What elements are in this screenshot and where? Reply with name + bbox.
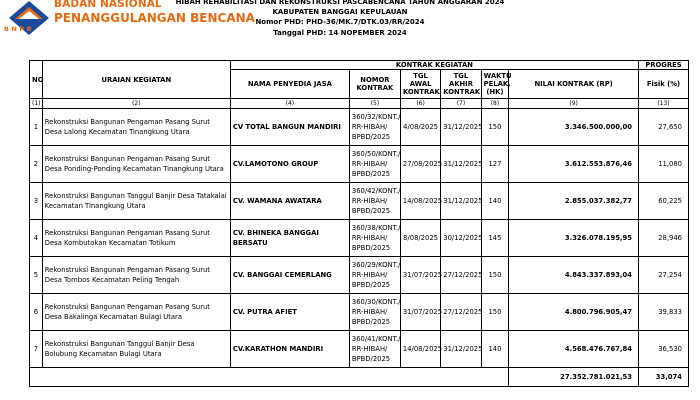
cell-tgl-awal: 31/07/2025 xyxy=(400,257,440,294)
table-row xyxy=(30,257,689,294)
cell-nomor: 360/38/KONT./ RR-HIBAH/ BPBD/2025 xyxy=(349,220,400,257)
cell-fisik: 36,530 xyxy=(638,331,688,368)
table-row xyxy=(30,183,689,220)
cell-tgl-awal: 4/08/2025 xyxy=(400,109,440,146)
cell-penyedia: CV. BANGGAI CEMERLANG xyxy=(230,257,349,294)
col-header-no: NO xyxy=(30,61,43,99)
doc-region: KABUPATEN BANGGAI KEPULAUAN xyxy=(272,8,408,16)
cell-no: 5 xyxy=(30,257,43,294)
cell-fisik: 28,946 xyxy=(638,220,688,257)
col-number: (2) xyxy=(42,99,230,109)
cell-tgl-akhir: 31/12/2025 xyxy=(441,146,481,183)
cell-penyedia: CV.LAMOTONO GROUP xyxy=(230,146,349,183)
doc-phd-number: Nomor PHD: PHD-36/MK.7/DTK.03/RR/2024 xyxy=(255,18,425,26)
cell-nilai: 4.800.796.905,47 xyxy=(509,294,639,331)
cell-tgl-awal: 31/07/2025 xyxy=(400,294,440,331)
cell-no: 2 xyxy=(30,146,43,183)
cell-fisik: 60,225 xyxy=(638,183,688,220)
table-row xyxy=(30,109,689,146)
org-name-line1: BADAN NASIONAL xyxy=(54,0,162,10)
cell-fisik: 27,254 xyxy=(638,257,688,294)
cell-uraian: Rekonstruksi Bangunan Pengaman Pasang Surut Desa Kombutokan Kecamatan Totikum xyxy=(42,220,230,257)
col-header-penyedia: NAMA PENYEDIA JASA xyxy=(230,70,349,99)
cell-tgl-awal: 14/08/2025 xyxy=(400,331,440,368)
col-number: (4) xyxy=(230,99,349,109)
cell-nilai: 3.346.500.000,00 xyxy=(509,109,639,146)
cell-nomor: 360/29/KONT./ RR-HIBAH/ BPBD/2025 xyxy=(349,257,400,294)
table-row xyxy=(30,294,689,331)
cell-nomor: 360/41/KONT./ RR-HIBAH/ BPBD/2025 xyxy=(349,331,400,368)
org-name-line2: PENANGGULANGAN BENCANA xyxy=(54,11,255,25)
cell-nomor: 360/32/KONT./ RR-HIBAH/ BPBD/2025 xyxy=(349,109,400,146)
col-header-nomor: NOMOR KONTRAK xyxy=(349,70,400,99)
doc-phd-date: Tanggal PHD: 14 NOPEMBER 2024 xyxy=(273,29,407,37)
table-row xyxy=(30,331,689,368)
cell-nilai: 3.326.078.195,95 xyxy=(509,220,639,257)
total-nilai: 27.352.781.021,53 xyxy=(509,368,639,387)
col-number: (6) xyxy=(400,99,440,109)
cell-tgl-akhir: 31/12/2025 xyxy=(441,109,481,146)
cell-uraian: Rekonstruksi Bangunan Pengaman Pasang Surut Desa Lalong Kecamatan Tinangkung Utara xyxy=(42,109,230,146)
cell-uraian: Rekonstruksi Bangunan Tanggul Banjir Desa Tatakalai Kecamatan Tinangkung Utara xyxy=(42,183,230,220)
total-label-cell xyxy=(30,368,509,387)
cell-uraian: Rekonstruksi Bangunan Pengaman Pasang Surut Desa Bakalinga Kecamatan Bulagi Utara xyxy=(42,294,230,331)
cell-waktu: 150 xyxy=(481,294,509,331)
cell-penyedia: CV. BHINEKA BANGGAI BERSATU xyxy=(230,220,349,257)
cell-nomor: 360/50/KONT./ RR-HIBAH/ BPBD/2025 xyxy=(349,146,400,183)
cell-tgl-awal: 27/08/2025 xyxy=(400,146,440,183)
bnpb-abbr: BNPB xyxy=(4,25,35,33)
cell-fisik: 39,833 xyxy=(638,294,688,331)
cell-no: 7 xyxy=(30,331,43,368)
contract-table xyxy=(29,60,689,387)
cell-no: 4 xyxy=(30,220,43,257)
cell-nilai: 4.568.476.767,84 xyxy=(509,331,639,368)
cell-fisik: 27,650 xyxy=(638,109,688,146)
cell-waktu: 150 xyxy=(481,257,509,294)
total-fisik: 33,074 xyxy=(638,368,688,387)
cell-fisik: 11,080 xyxy=(638,146,688,183)
cell-uraian: Rekonstruksi Bangunan Pengaman Pasang Surut Desa Ponding-Ponding Kecamatan Tinangkung Utara xyxy=(42,146,230,183)
cell-penyedia: CV. WAMANA AWATARA xyxy=(230,183,349,220)
cell-tgl-awal: 8/08/2025 xyxy=(400,220,440,257)
col-number: (9) xyxy=(509,99,639,109)
cell-waktu: 140 xyxy=(481,331,509,368)
col-header-waktu: WAKTU PELAK. (HK) xyxy=(481,70,509,99)
cell-nomor: 360/42/KONT./ RR-HIBAH/ BPBD/2025 xyxy=(349,183,400,220)
cell-no: 1 xyxy=(30,109,43,146)
table-row xyxy=(30,146,689,183)
cell-penyedia: CV. PUTRA AFIET xyxy=(230,294,349,331)
cell-nilai: 3.612.553.876,46 xyxy=(509,146,639,183)
cell-tgl-awal: 14/08/2025 xyxy=(400,183,440,220)
doc-title: HIBAH REHABILITASI DAN REKONSTRUKSI PASCABENCANA TAHUN ANGGARAN 2024 xyxy=(175,0,505,6)
cell-nomor: 360/30/KONT./ RR-HIBAH/ BPBD/2025 xyxy=(349,294,400,331)
cell-waktu: 140 xyxy=(481,183,509,220)
col-header-uraian: URAIAN KEGIATAN xyxy=(42,61,230,99)
col-number: (5) xyxy=(349,99,400,109)
cell-no: 3 xyxy=(30,183,43,220)
cell-tgl-akhir: 31/12/2025 xyxy=(441,183,481,220)
cell-uraian: Rekonstruksi Bangunan Tanggul Banjir Desa Bolubung Kecamatan Bulagi Utara xyxy=(42,331,230,368)
cell-nilai: 4.843.337.893,04 xyxy=(509,257,639,294)
col-number: (13) xyxy=(638,99,688,109)
cell-penyedia: CV.KARATHON MANDIRI xyxy=(230,331,349,368)
cell-waktu: 150 xyxy=(481,109,509,146)
col-header-progres: PROGRES xyxy=(638,61,688,70)
cell-no: 6 xyxy=(30,294,43,331)
total-row xyxy=(30,368,689,387)
table-row xyxy=(30,220,689,257)
cell-tgl-akhir: 27/12/2025 xyxy=(441,257,481,294)
col-number: (7) xyxy=(441,99,481,109)
cell-tgl-akhir: 31/12/2025 xyxy=(441,331,481,368)
col-number: (1) xyxy=(30,99,43,109)
col-header-nilai: NILAI KONTRAK (RP) xyxy=(509,70,639,99)
cell-penyedia: CV TOTAL BANGUN MANDIRI xyxy=(230,109,349,146)
cell-uraian: Rekonstruksi Bangunan Pengaman Pasang Surut Desa Tombos Kecamatan Peling Tengah xyxy=(42,257,230,294)
cell-tgl-akhir: 30/12/2025 xyxy=(441,220,481,257)
cell-nilai: 2.855.037.382,77 xyxy=(509,183,639,220)
cell-waktu: 145 xyxy=(481,220,509,257)
col-header-tgl-awal: TGL AWAL KONTRAK xyxy=(400,70,440,99)
cell-waktu: 127 xyxy=(481,146,509,183)
col-header-kontrak: KONTRAK KEGIATAN xyxy=(230,61,638,70)
col-header-tgl-akhir: TGL AKHIR KONTRAK xyxy=(441,70,481,99)
col-header-fisik: Fisik (%) xyxy=(638,70,688,99)
col-number: (8) xyxy=(481,99,509,109)
cell-tgl-akhir: 27/12/2025 xyxy=(441,294,481,331)
